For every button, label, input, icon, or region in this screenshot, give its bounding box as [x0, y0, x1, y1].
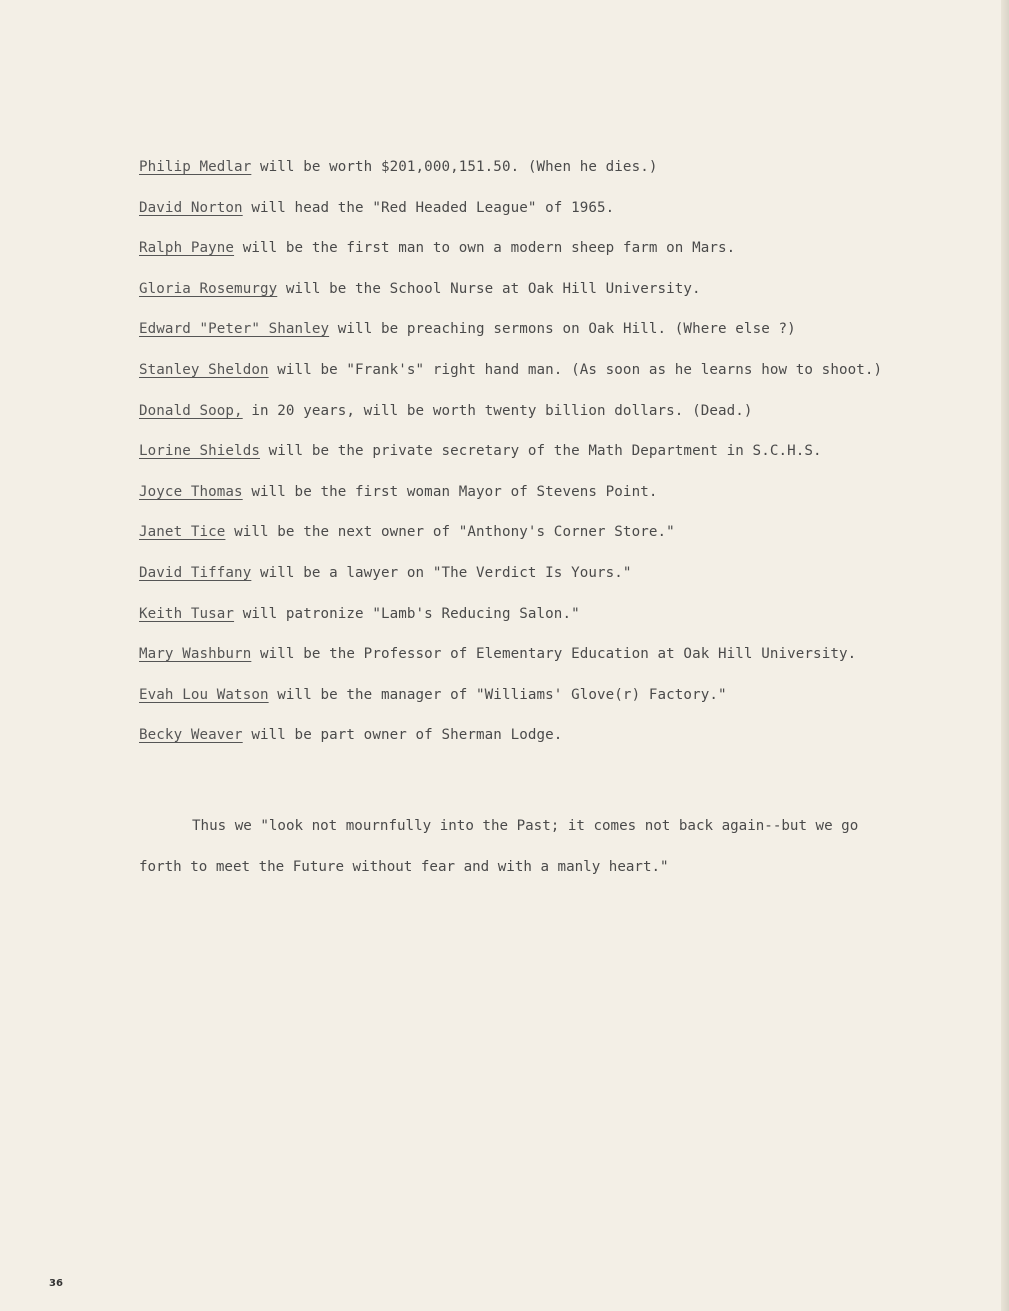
student-name: Ralph Payne — [139, 240, 235, 257]
student-name: Donald Soop, — [139, 402, 243, 419]
list-item — [139, 724, 919, 765]
list-item — [139, 278, 919, 319]
student-name: David Tiffany — [139, 564, 252, 581]
student-name: Stanley Sheldon — [139, 361, 269, 378]
prophecy-text: will be worth $201,000,151.50. (When he dies.) — [251, 159, 658, 175]
student-name: Gloria Rosemurgy — [139, 280, 278, 297]
student-name: Lorine Shields — [139, 443, 260, 460]
list-item — [139, 237, 919, 278]
prophecy-text: will be a lawyer on "The Verdict Is Yours." — [251, 564, 632, 581]
prophecy-text: will be the next owner of "Anthony's Corner Store." — [225, 524, 675, 541]
prophecy-text: will be the Professor of Elementary Education at Oak Hill University. — [251, 646, 857, 663]
student-name: Evah Lou Watson — [139, 686, 269, 703]
student-name: Philip Medlar — [139, 159, 252, 175]
list-item — [139, 562, 919, 603]
list-item — [139, 481, 919, 522]
student-name: Edward "Peter" Shanley — [139, 321, 330, 338]
list-item — [139, 400, 919, 441]
list-item — [139, 359, 919, 400]
list-item — [139, 603, 919, 644]
prophecy-text: will be "Frank's" right hand man. (As soon as he learns how to shoot.) — [268, 361, 883, 378]
prophecy-text: will be the manager of "Williams' Glove(r) Factory." — [268, 686, 727, 703]
prophecy-text: will patronize "Lamb's Reducing Salon." — [234, 605, 580, 622]
prophecy-list — [139, 156, 919, 765]
list-item — [139, 643, 919, 684]
list-item — [139, 684, 919, 725]
list-item — [139, 318, 919, 359]
prophecy-text: will be the first man to own a modern sheep farm on Mars. — [234, 240, 736, 257]
student-name: Mary Washburn — [139, 646, 252, 663]
prophecy-text: will head the "Red Headed League" of 1965. — [242, 199, 615, 216]
list-item — [139, 156, 919, 197]
page-edge — [1001, 0, 1009, 1311]
student-name: David Norton — [139, 199, 243, 216]
list-item — [139, 440, 919, 481]
student-name: Becky Weaver — [139, 727, 243, 744]
prophecy-text: will be part owner of Sherman Lodge. — [242, 727, 563, 744]
student-name: Keith Tusar — [139, 605, 235, 622]
list-item — [139, 197, 919, 238]
prophecy-text: will be the School Nurse at Oak Hill University. — [277, 280, 701, 297]
prophecy-text: will be preaching sermons on Oak Hill. (Where else ?) — [329, 321, 796, 338]
prophecy-text: will be the private secretary of the Math Department in S.C.H.S. — [259, 443, 822, 460]
student-name: Janet Tice — [139, 524, 226, 541]
list-item — [139, 521, 919, 562]
prophecy-text: will be the first woman Mayor of Stevens Point. — [242, 483, 658, 500]
prophecy-text: in 20 years, will be worth twenty billion dollars. (Dead.) — [242, 402, 753, 419]
student-name: Joyce Thomas — [139, 483, 243, 500]
page-number: 36 — [49, 1278, 63, 1289]
closing-paragraph: Thus we "look not mournfully into the Past; it comes not back again--but we go forth to meet the Future without fear and with a manly heart." — [139, 818, 859, 875]
